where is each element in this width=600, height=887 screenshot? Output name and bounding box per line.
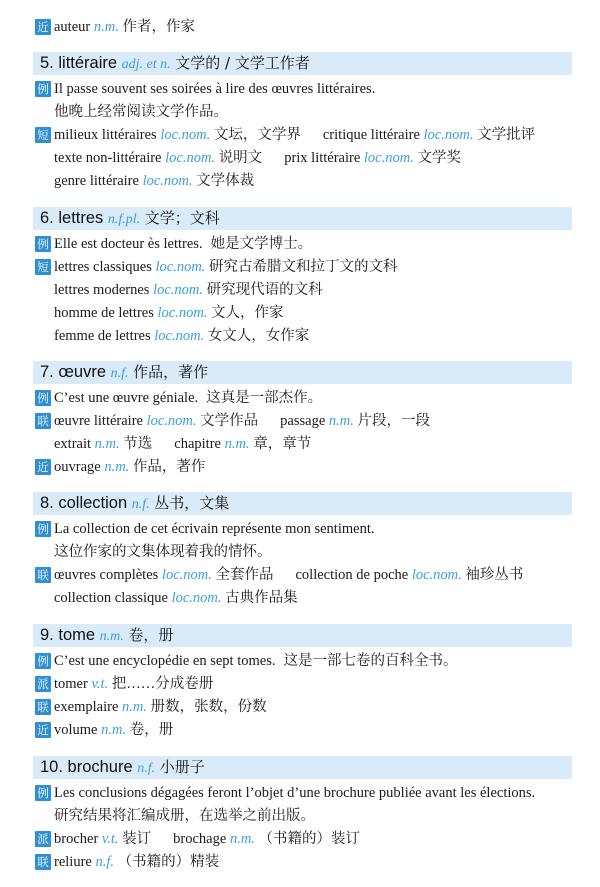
phrase-row [54,326,309,346]
gloss: 研究古希腊文和拉丁文的文科 [209,259,398,275]
example-chinese: 这是一部七卷的百科全书。 [283,653,458,669]
gloss: 文学体裁 [196,173,255,189]
entry-header [33,52,572,75]
header-gloss: 卷，册 [128,626,174,644]
entry-header [33,624,572,647]
term: critique littéraire [322,127,420,143]
phrase-row [54,697,267,717]
entry-number: 10. [40,758,63,776]
example-translation [54,806,315,826]
tag-badge: 例 [35,521,51,537]
example-chinese: 这真是一部杰作。 [206,390,323,406]
tag-badge: 派 [35,831,51,847]
gloss: 卷，册 [129,722,174,738]
part-of-speech: v.t. [91,676,109,692]
part-of-speech: loc.nom. [160,127,211,143]
part-of-speech: n.m. [99,629,124,644]
term: genre littéraire [54,173,139,189]
part-of-speech: n.f. [110,366,129,381]
gloss: 作者，作家 [122,19,195,35]
part-of-speech: loc.nom. [161,567,212,583]
part-of-speech: n.m. [122,699,148,715]
term: exemplaire [54,699,119,715]
example-french: Elle est docteur ès lettres. [54,236,203,252]
example-chinese: 她是文学博士。 [210,236,313,252]
part-of-speech: n.f. [131,497,150,512]
term: brocher [54,831,99,847]
term: collection classique [54,590,168,606]
example-chinese: 他晚上经常阅读文学作品。 [54,104,228,120]
example-translation [54,102,228,122]
gloss: 作品，著作 [132,459,206,475]
tag-badge: 联 [35,854,51,870]
entry-number: 8. [40,494,54,512]
gloss: 把……分成卷册 [111,676,214,692]
gloss: 文学批评 [477,127,536,143]
headword: lettres [58,209,104,227]
term: brochage [173,831,227,847]
phrase-row [54,674,213,694]
headword-line [40,207,220,231]
header-gloss: 文学的 / 文学工作者 [175,54,310,72]
part-of-speech: n.m. [229,831,255,847]
example-french: C’est une œuvre géniale. [54,390,199,406]
term: chapitre [174,436,221,452]
part-of-speech: loc.nom. [155,259,206,275]
headword-line [40,756,205,780]
headword: œuvre [58,363,107,381]
header-gloss: 丛书，文集 [154,494,230,512]
phrase-row [54,588,298,608]
headword-line [40,492,229,516]
example-text [54,388,322,408]
tag-badge: 近 [35,722,51,738]
gloss: 章，章节 [253,436,312,452]
example-chinese: 这位作家的文集体现着我的情怀。 [54,544,272,560]
gloss: 文坛，文学界 [213,127,301,143]
entry-header [33,756,572,779]
part-of-speech: n.m. [94,436,120,452]
part-of-speech: n.m. [224,436,250,452]
part-of-speech: loc.nom. [157,305,208,321]
phrase-row [54,171,254,191]
entry-header [33,361,572,384]
part-of-speech: loc.nom. [423,127,474,143]
term: auteur [54,19,91,35]
phrase-row [54,148,461,168]
part-of-speech: loc.nom. [154,328,205,344]
tag-badge: 联 [35,699,51,715]
gloss: 片段，一段 [357,413,430,429]
gloss: 册数，张数，份数 [150,699,267,715]
term: collection de poche [295,567,409,583]
gloss: 装订 [122,831,152,847]
part-of-speech: loc.nom. [165,150,216,166]
term: tomer [54,676,88,692]
gloss: 全套作品 [215,567,274,583]
tag-badge: 例 [35,390,51,406]
tag-badge: 联 [35,567,51,583]
phrase-row [54,720,173,740]
part-of-speech: loc.nom. [363,150,414,166]
entry-header [33,207,572,230]
part-of-speech: adj. et n. [121,57,171,72]
tag-badge: 短 [35,259,51,275]
part-of-speech: n.f.pl. [107,212,141,227]
term: lettres classiques [54,259,152,275]
gloss: 研究现代语的文科 [206,282,323,298]
header-gloss: 作品，著作 [133,363,209,381]
gloss: 古典作品集 [225,590,298,606]
gloss: 说明文 [218,150,263,166]
headword: littéraire [58,54,118,72]
entry-number: 5. [40,54,54,72]
phrase-row [54,280,323,300]
gloss: 文人，作家 [211,305,284,321]
entry-number: 7. [40,363,54,381]
headword-line [40,52,310,76]
term: ouvrage [54,459,101,475]
phrase-row [54,565,523,585]
tag-badge: 例 [35,785,51,801]
entry-header [33,492,572,515]
term: œuvres complètes [54,567,159,583]
part-of-speech: loc.nom. [146,413,197,429]
part-of-speech: loc.nom. [142,173,193,189]
part-of-speech: n.f. [137,761,156,776]
headword: collection [58,494,128,512]
header-gloss: 小册子 [159,758,205,776]
part-of-speech: loc.nom. [153,282,203,298]
headword-line [40,624,173,648]
example-text [54,651,457,671]
headword: tome [58,626,96,644]
phrase-row [54,434,311,454]
term: reliure [54,854,92,870]
part-of-speech: n.m. [101,722,127,738]
gloss: 文学作品 [200,413,259,429]
example-french: Il passe souvent ses soirées à lire des œuvres littéraires. [54,81,376,97]
gloss: （书籍的）精装 [117,854,220,870]
gloss: （书籍的）装订 [258,831,361,847]
phrase-row [54,257,398,277]
term: homme de lettres [54,305,154,321]
phrase-row [54,457,205,477]
part-of-speech: n.m. [328,413,354,429]
gloss: 节选 [123,436,153,452]
term: texte non-littéraire [54,150,162,166]
term: lettres modernes [54,282,150,298]
headword-line [40,361,208,385]
part-of-speech: loc.nom. [411,567,462,583]
gloss: 文学奖 [417,150,461,166]
term: œuvre littéraire [54,413,143,429]
phrase-row [54,411,430,431]
term: milieux littéraires [54,127,157,143]
example-text [54,234,312,254]
example-chinese: 研究结果将汇编成册，在选举之前出版。 [54,808,315,824]
phrase-row [54,829,360,849]
part-of-speech: n.m. [93,19,119,35]
example-french: C’est une encyclopédie en sept tomes. [54,653,276,669]
term: prix littéraire [284,150,361,166]
term: femme de lettres [54,328,151,344]
tag-badge: 例 [35,81,51,97]
tag-badge: 近 [35,459,51,475]
header-gloss: 文学；文科 [144,209,220,227]
gloss: 袖珍丛书 [465,567,524,583]
term: volume [54,722,98,738]
term: extrait [54,436,92,452]
entry-text [54,17,195,37]
tag-badge: 例 [35,236,51,252]
phrase-row [54,125,535,145]
part-of-speech: loc.nom. [171,590,222,606]
gloss: 女文人，女作家 [207,328,310,344]
part-of-speech: n.m. [104,459,130,475]
phrase-row [54,852,219,872]
headword: brochure [67,758,133,776]
example-french: La collection de cet écrivain représente mon sentiment. [54,521,375,537]
term: passage [280,413,326,429]
example-translation [54,542,272,562]
phrase-row [54,303,284,323]
tag-badge: 近 [35,19,51,35]
part-of-speech: n.f. [95,854,114,870]
entry-number: 6. [40,209,54,227]
tag-badge: 派 [35,676,51,692]
tag-badge: 联 [35,413,51,429]
entry-number: 9. [40,626,54,644]
tag-badge: 短 [35,127,51,143]
part-of-speech: v.t. [101,831,119,847]
tag-badge: 例 [35,653,51,669]
example-french: Les conclusions dégagées feront l’objet d’une brochure publiée avant les élections. [54,785,536,801]
